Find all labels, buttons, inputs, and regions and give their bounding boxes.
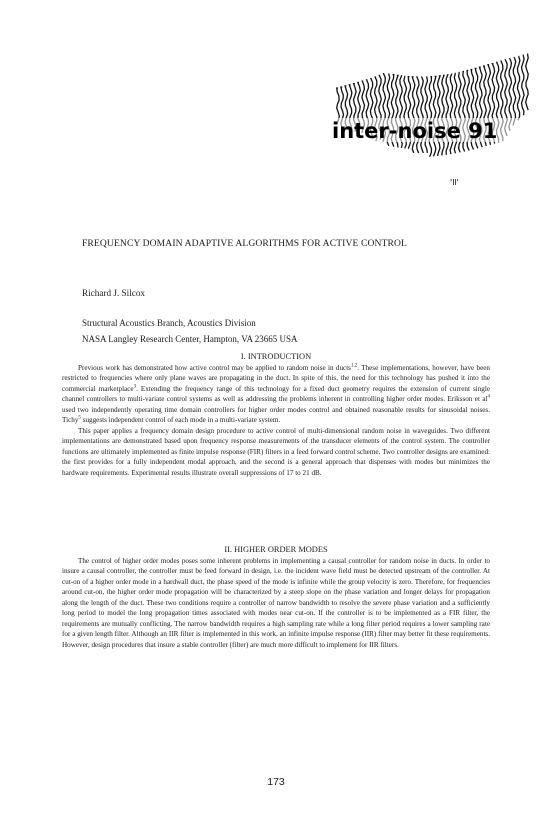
section-heading-higher-order-modes: II. HIGHER ORDER MODES xyxy=(224,545,328,554)
intro-paragraph-1: Previous work has demonstrated how active control may be applied to random noise in ducts$^{1,2}$. These implementations, however, have been restricted to frequencies where only plane waves are propagating in the duct. In spite of this, the need for this technology has pushed it into the commercial marketplace$^3$. Extending the frequency range of this technology for a fixed duct geometry requires the extension of current single channel controllers to multi-variate control systems as well as addressing the problems inherent in controlling higher order modes. Eriksson et $al^4$ used two independently operating time domain controllers for higher order modes control and obtained reasonable results for sinusoidal noises. Tichy$^5$ suggests independent control of each mode in a multi-variate system. xyxy=(62,363,490,425)
higher-order-modes-body xyxy=(62,556,490,650)
modes-paragraph-1: The control of higher order modes poses some inherent problems in implementing a causal controller for random noise in ducts. In order to insure a causal controller, the controller must be feed forward in design, i.e. the incident wave field must be detected upstream of the controller. At cut-on of a higher order mode in a hardwall duct, the phase speed of the mode is infinite while the group velocity is zero. Therefore, for frequencies around cut-on, the higher order mode propagation will be characterized by a steep slope on the phase variation and longer delays for propagation along the length of the duct. These two conditions require a controller of narrow bandwidth to resolve the severe phase variation and a sufficiently long period to model the long propagation times associated with modes near cut-on. If the controller is to be implemented as a FIR filter, the requirements are mutually conflicting. The narrow bandwidth requires a high sampling rate while a long filter period requires a lower sampling rate for a given length filter. Although an IIR filter is implemented in this work, an infinite impulse response (IIR) filter may better fit these requirements. However, design procedures that insure a stable controller (filter) are much more difficult to implement for IIR filters. xyxy=(62,557,490,649)
logo-wave-bar xyxy=(433,76,436,156)
logo-wave-bar xyxy=(429,77,432,157)
logo-text: inter-noise 91 xyxy=(332,119,498,143)
conference-logo xyxy=(330,40,540,190)
author-name: Richard J. Silcox xyxy=(82,288,146,298)
logo-wave-bar xyxy=(513,58,516,126)
logo-wave-bar xyxy=(522,55,525,115)
paper-title: FREQUENCY DOMAIN ADAPTIVE ALGORITHMS FOR ACTIVE CONTROL xyxy=(82,238,407,249)
affiliation-line-2: NASA Langley Research Center, Hampton, VA 23665 USA xyxy=(82,334,298,344)
logo-wave-bar xyxy=(517,56,520,120)
logo-wave-bar xyxy=(438,76,441,156)
introduction-body xyxy=(62,363,490,478)
logo-small-mark: 'll' xyxy=(450,178,459,187)
logo-wave-bar xyxy=(526,54,529,110)
intro-paragraph-2: This paper applies a frequency domain design procedure to active control of multi-dimensional random noise in waveguides. Two different implementations are demonstrated based upon frequency response measurements of the transducer elements of the control system. The controller functions are ultimately implemented as finite impulse response (FIR) filters in a feed forward control scheme. Two controller designs are examined: the first provides for a fully independent modal approach, and the second is a general approach that dispenses with modes but minimizes the hardware requirements. Experimental results illustrate overall suppressions of 17 to 21 dB. xyxy=(62,426,490,477)
logo-wave-bar xyxy=(442,75,445,155)
section-heading-introduction: I. INTRODUCTION xyxy=(240,352,312,361)
page-number: 173 xyxy=(267,776,285,788)
affiliation-line-1: Structural Acoustics Branch, Acoustics Division xyxy=(82,318,256,328)
